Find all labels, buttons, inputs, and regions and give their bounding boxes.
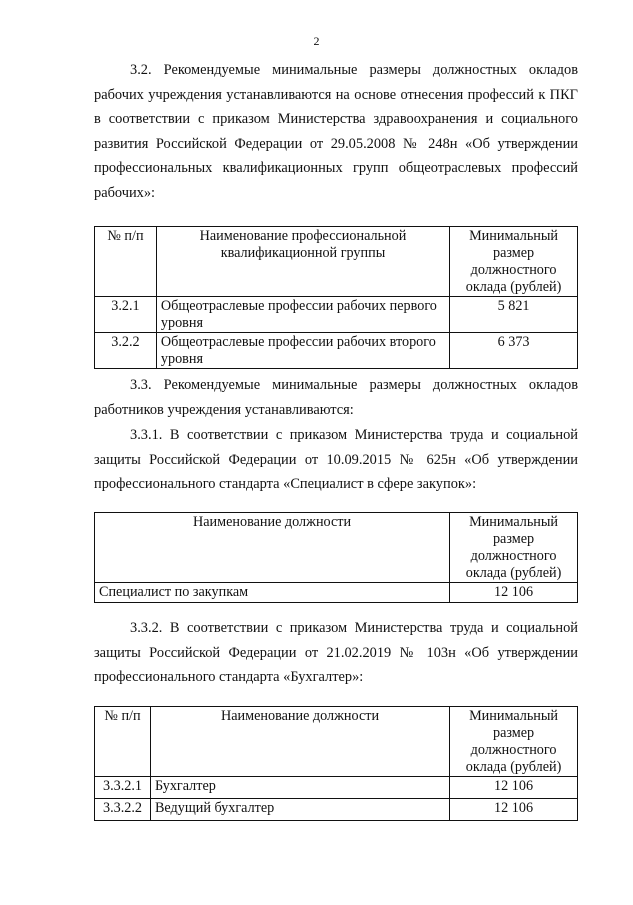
table-header-row (95, 227, 578, 297)
paragraph-3-2: 3.2. Рекомендуемые минимальные размеры должностных окладов рабочих учреждения устанавливаются на основе отнесения профессий к ПКГ в соответствии с приказом Министерства здравоохранения и социального развития Российской Федерации от 29.05.2008 № 248н «Об утверждении профессиональных квалификационных групп общеотраслевых профессий рабочих»: (94, 62, 578, 201)
table-row (95, 777, 578, 799)
table-accountant-salaries (94, 706, 578, 821)
page-number: 2 (313, 34, 320, 48)
row-salary: 5 821 (450, 297, 578, 333)
table-header-row (95, 513, 578, 583)
header-number: № п/п (95, 707, 151, 777)
table-row (95, 333, 578, 369)
paragraph-3-3: 3.3. Рекомендуемые минимальные размеры должностных окладов работников учреждения устанавливаются: (94, 377, 578, 418)
row-number: 3.2.2 (95, 333, 157, 369)
header-position-name: Наименование должности (150, 707, 449, 777)
table-row (95, 297, 578, 333)
table-row (95, 799, 578, 821)
paragraph-3-3-1: 3.3.1. В соответствии с приказом Министерства труда и социальной защиты Российской Федерации от 10.09.2015 № 625н «Об утверждении профессионального стандарта «Специалист в сфере закупок»: (94, 427, 578, 492)
row-salary: 12 106 (450, 583, 578, 603)
table-procurement-salaries (94, 512, 578, 603)
row-number: 3.3.2.1 (95, 777, 151, 799)
row-name: Ведущий бухгалтер (150, 799, 449, 821)
row-name: Общеотраслевые профессии рабочих второго уровня (156, 333, 449, 369)
header-salary: Минимальный размер должностного оклада (рублей) (450, 707, 578, 777)
row-name: Бухгалтер (150, 777, 449, 799)
row-salary: 12 106 (450, 777, 578, 799)
table-row (95, 583, 578, 603)
row-name: Общеотраслевые профессии рабочих первого уровня (156, 297, 449, 333)
header-number: № п/п (95, 227, 157, 297)
row-salary: 12 106 (450, 799, 578, 821)
header-group-name: Наименование профессиональной квалификационной группы (156, 227, 449, 297)
table-pkg-salaries (94, 226, 578, 369)
row-number: 3.3.2.2 (95, 799, 151, 821)
paragraph-3-3-2: 3.3.2. В соответствии с приказом Министерства труда и социальной защиты Российской Федерации от 21.02.2019 № 103н «Об утверждении профессионального стандарта «Бухгалтер»: (94, 620, 578, 685)
row-number: 3.2.1 (95, 297, 157, 333)
row-name: Специалист по закупкам (95, 583, 450, 603)
table-header-row (95, 707, 578, 777)
row-salary: 6 373 (450, 333, 578, 369)
header-position-name: Наименование должности (95, 513, 450, 583)
header-salary: Минимальный размер должностного оклада (рублей) (450, 513, 578, 583)
header-salary: Минимальный размер должностного оклада (рублей) (450, 227, 578, 297)
